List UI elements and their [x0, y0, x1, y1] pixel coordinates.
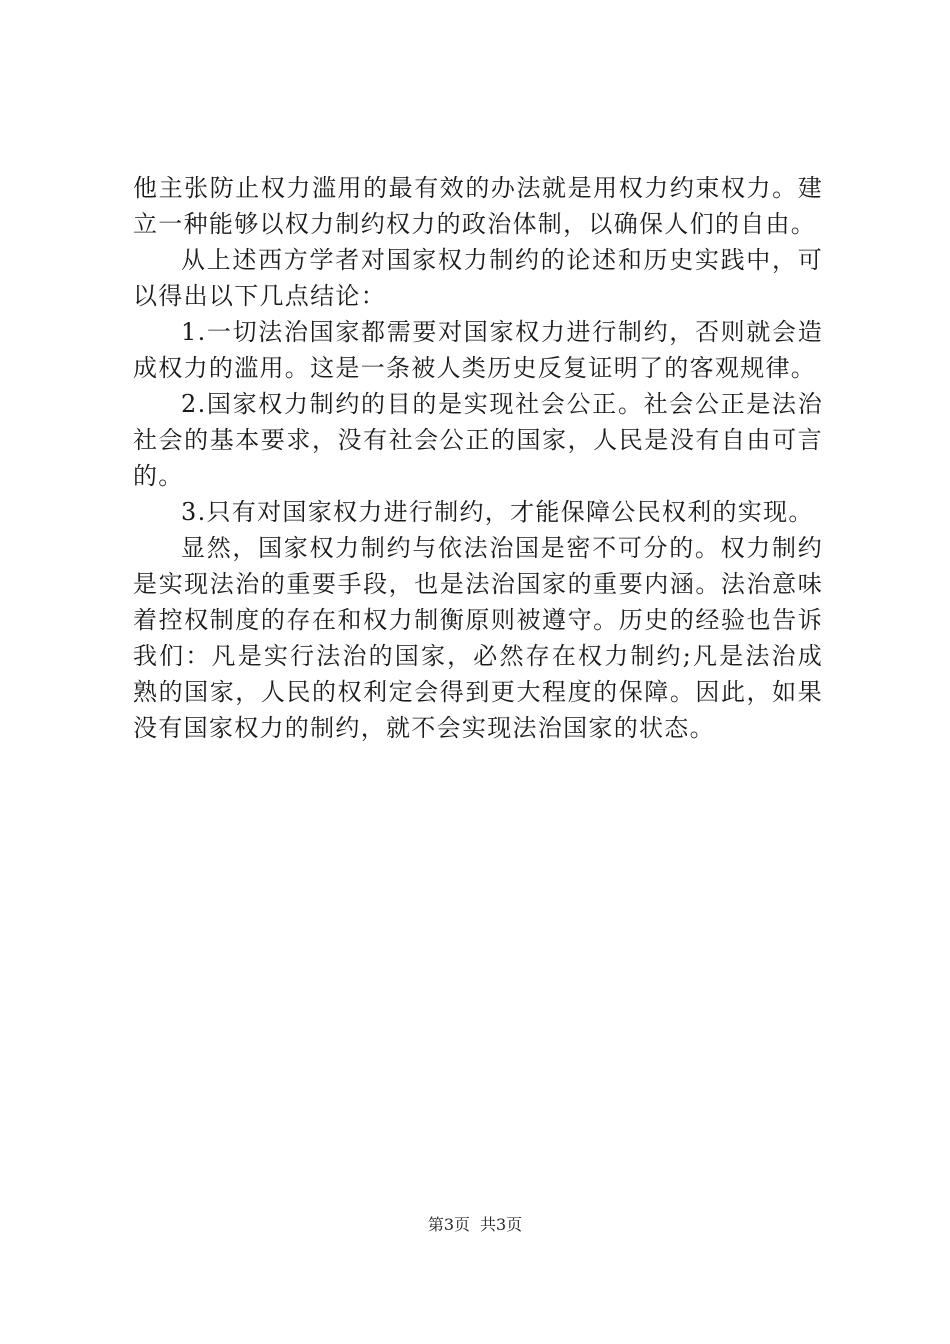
paragraph: 从上述西方学者对国家权力制约的论述和历史实践中，可以得出以下几点结论： [133, 246, 823, 310]
paragraph: 他主张防止权力滥用的最有效的办法就是用权力约束权力。建立一种能够以权力制约权力的政治体制，以确保人们的自由。 [133, 174, 823, 238]
paragraph: 1.一切法治国家都需要对国家权力进行制约，否则就会造成权力的滥用。这是一条被人类历史反复证明了的客观规律。 [133, 318, 823, 382]
document-body [133, 170, 823, 746]
paragraph: 显然，国家权力制约与依法治国是密不可分的。权力制约是实现法治的重要手段，也是法治国家的重要内涵。法治意味着控权制度的存在和权力制衡原则被遵守。历史的经验也告诉我们：凡是实行法治的国家，必然存在权力制约;凡是法治成熟的国家，人民的权利定会得到更大程度的保障。因此，如果没有国家权力的制约，就不会实现法治国家的状态。 [133, 534, 823, 742]
page-footer [0, 1213, 950, 1237]
paragraph: 3.只有对国家权力进行制约，才能保障公民权利的实现。 [181, 498, 814, 526]
page-number-current: 第3页 [427, 1215, 470, 1234]
page-number-total: 共3页 [480, 1215, 523, 1234]
paragraph: 2.国家权力制约的目的是实现社会公正。社会公正是法治社会的基本要求，没有社会公正的国家，人民是没有自由可言的。 [133, 390, 823, 490]
